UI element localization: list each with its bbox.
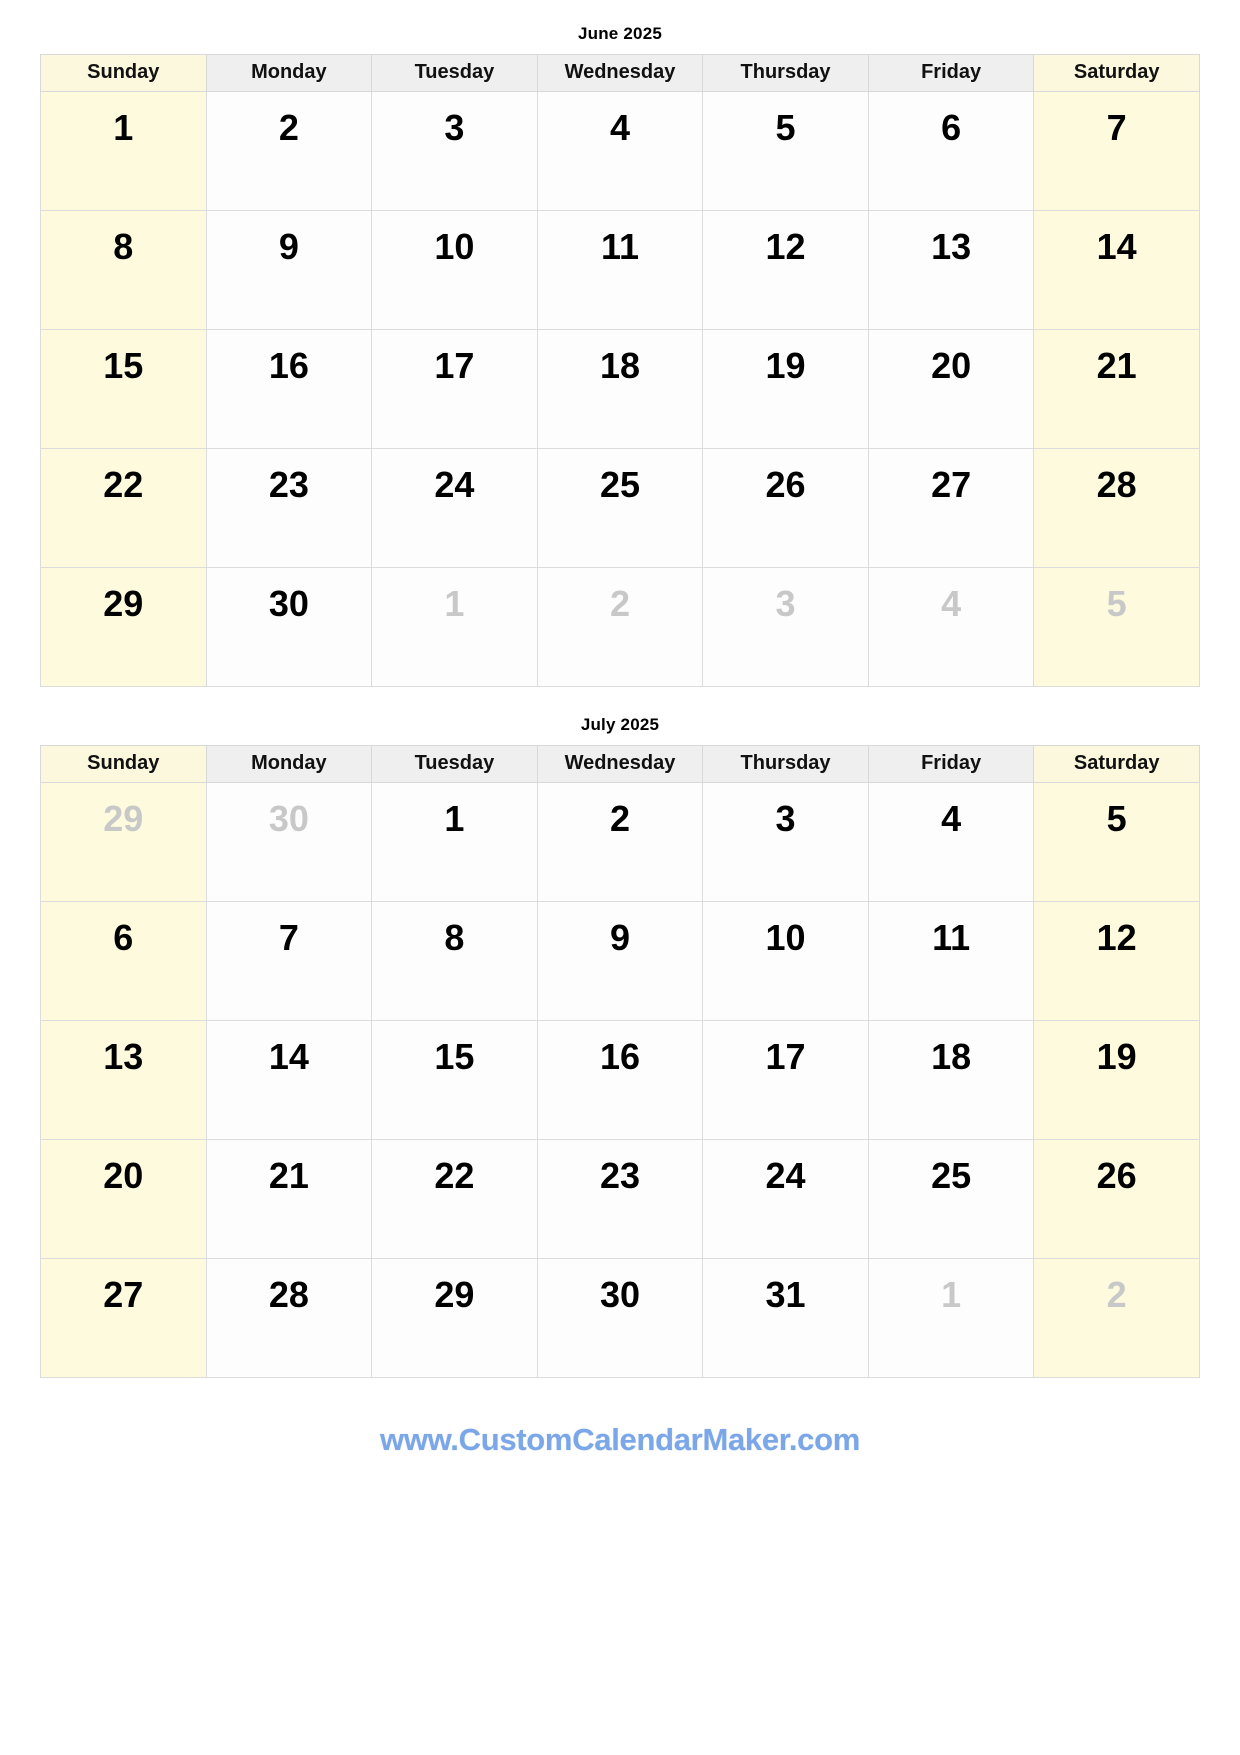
- day-number: 4: [941, 798, 962, 839]
- day-cell[interactable]: [41, 902, 207, 1021]
- day-number: 2: [609, 798, 630, 839]
- day-cell[interactable]: [868, 568, 1034, 687]
- day-cell[interactable]: [206, 1140, 372, 1259]
- day-number: 25: [931, 1155, 972, 1196]
- day-cell[interactable]: [868, 449, 1034, 568]
- day-cell[interactable]: [537, 1140, 703, 1259]
- day-cell[interactable]: [1034, 783, 1200, 902]
- day-number: 11: [600, 226, 639, 267]
- day-number: 25: [599, 464, 640, 505]
- day-cell[interactable]: [206, 783, 372, 902]
- weekday-header-saturday: Saturday: [1034, 55, 1200, 92]
- day-number: 3: [444, 107, 465, 148]
- calendar-week-row: [41, 92, 1200, 211]
- day-number: 19: [765, 345, 806, 386]
- footer: [40, 1422, 1200, 1458]
- calendar-week-row: [41, 449, 1200, 568]
- weekday-header-friday: Friday: [868, 55, 1034, 92]
- day-cell[interactable]: [1034, 211, 1200, 330]
- day-cell[interactable]: [206, 92, 372, 211]
- day-number-adjacent: 1: [444, 583, 465, 624]
- day-cell[interactable]: [372, 568, 538, 687]
- day-cell[interactable]: [868, 902, 1034, 1021]
- day-number: 7: [278, 917, 299, 958]
- weekday-header-wednesday: Wednesday: [537, 746, 703, 783]
- day-number: 22: [434, 1155, 475, 1196]
- day-number: 12: [765, 226, 806, 267]
- day-cell[interactable]: [703, 1021, 869, 1140]
- calendar-week-row: [41, 330, 1200, 449]
- day-cell[interactable]: [41, 1259, 207, 1378]
- day-number-adjacent: 2: [609, 583, 630, 624]
- day-cell[interactable]: [703, 902, 869, 1021]
- day-number-adjacent: 30: [268, 798, 309, 839]
- day-cell[interactable]: [372, 211, 538, 330]
- day-cell[interactable]: [1034, 1140, 1200, 1259]
- day-cell[interactable]: [206, 330, 372, 449]
- day-number: 13: [931, 226, 972, 267]
- day-number: 14: [1096, 226, 1137, 267]
- weekday-header-sunday: Sunday: [41, 746, 207, 783]
- day-cell[interactable]: [41, 783, 207, 902]
- day-cell[interactable]: [868, 1021, 1034, 1140]
- day-cell[interactable]: [41, 92, 207, 211]
- day-number: 9: [278, 226, 299, 267]
- day-cell[interactable]: [372, 1021, 538, 1140]
- day-cell[interactable]: [41, 568, 207, 687]
- day-cell[interactable]: [537, 449, 703, 568]
- day-number-adjacent: 2: [1106, 1274, 1127, 1315]
- weekday-header-row: [41, 55, 1200, 92]
- day-cell[interactable]: [537, 211, 703, 330]
- day-number: 19: [1096, 1036, 1137, 1077]
- month-title: July 2025: [580, 715, 660, 734]
- calendar-week-row: [41, 902, 1200, 1021]
- day-number: 1: [113, 107, 134, 148]
- day-cell[interactable]: [206, 211, 372, 330]
- month-block-june: [40, 24, 1200, 687]
- day-number: 23: [599, 1155, 640, 1196]
- day-cell[interactable]: [1034, 92, 1200, 211]
- day-number: 15: [103, 345, 144, 386]
- day-number: 9: [609, 917, 630, 958]
- day-cell[interactable]: [372, 902, 538, 1021]
- day-number: 17: [765, 1036, 806, 1077]
- day-cell[interactable]: [372, 449, 538, 568]
- weekday-header-tuesday: Tuesday: [372, 55, 538, 92]
- day-cell[interactable]: [868, 1140, 1034, 1259]
- day-cell[interactable]: [41, 211, 207, 330]
- day-cell[interactable]: [703, 568, 869, 687]
- day-number: 10: [434, 226, 475, 267]
- day-cell[interactable]: [868, 92, 1034, 211]
- day-number: 3: [775, 798, 796, 839]
- day-number: 29: [103, 583, 144, 624]
- day-cell[interactable]: [537, 92, 703, 211]
- day-number: 12: [1096, 917, 1137, 958]
- day-number: 31: [765, 1274, 806, 1315]
- weekday-header-sunday: Sunday: [41, 55, 207, 92]
- day-number: 21: [268, 1155, 309, 1196]
- day-cell[interactable]: [206, 568, 372, 687]
- day-cell[interactable]: [868, 1259, 1034, 1378]
- day-number: 17: [434, 345, 475, 386]
- day-number: 4: [609, 107, 630, 148]
- day-cell[interactable]: [703, 1259, 869, 1378]
- day-number: 5: [1106, 798, 1127, 839]
- day-number: 30: [599, 1274, 640, 1315]
- day-cell[interactable]: [41, 330, 207, 449]
- calendar-week-row: [41, 1140, 1200, 1259]
- day-cell[interactable]: [41, 1021, 207, 1140]
- day-number: 2: [278, 107, 299, 148]
- day-number: 16: [599, 1036, 640, 1077]
- calendar-week-row: [41, 1259, 1200, 1378]
- day-number: 30: [268, 583, 309, 624]
- day-cell[interactable]: [703, 92, 869, 211]
- day-number: 14: [268, 1036, 309, 1077]
- day-cell[interactable]: [537, 568, 703, 687]
- calendar-week-row: [41, 1021, 1200, 1140]
- day-cell[interactable]: [537, 330, 703, 449]
- day-number: 23: [268, 464, 309, 505]
- day-number: 27: [931, 464, 972, 505]
- day-cell[interactable]: [372, 783, 538, 902]
- day-cell[interactable]: [206, 449, 372, 568]
- day-number: 6: [941, 107, 962, 148]
- day-number: 27: [103, 1274, 144, 1315]
- day-cell[interactable]: [1034, 449, 1200, 568]
- day-number: 11: [932, 917, 971, 958]
- calendar-week-row: [41, 568, 1200, 687]
- day-number: 18: [599, 345, 640, 386]
- day-cell[interactable]: [41, 1140, 207, 1259]
- day-cell[interactable]: [703, 330, 869, 449]
- day-cell[interactable]: [703, 449, 869, 568]
- day-cell[interactable]: [1034, 568, 1200, 687]
- weekday-header-thursday: Thursday: [703, 746, 869, 783]
- day-number: 21: [1096, 345, 1137, 386]
- day-number: 8: [113, 226, 134, 267]
- day-number: 28: [1096, 464, 1137, 505]
- calendar-table-july: [40, 745, 1200, 1378]
- day-cell[interactable]: [41, 449, 207, 568]
- calendar-week-row: [41, 783, 1200, 902]
- day-number: 28: [268, 1274, 309, 1315]
- month-title: June 2025: [577, 24, 663, 43]
- calendar-table-june: [40, 54, 1200, 687]
- day-cell[interactable]: [1034, 902, 1200, 1021]
- day-cell[interactable]: [703, 211, 869, 330]
- day-number: 22: [103, 464, 144, 505]
- day-number: 15: [434, 1036, 475, 1077]
- day-number-adjacent: 5: [1106, 583, 1127, 624]
- calendar-week-row: [41, 211, 1200, 330]
- day-cell[interactable]: [206, 1259, 372, 1378]
- weekday-header-monday: Monday: [206, 55, 372, 92]
- day-cell[interactable]: [703, 1140, 869, 1259]
- day-cell[interactable]: [372, 1140, 538, 1259]
- day-number: 24: [765, 1155, 806, 1196]
- day-cell[interactable]: [372, 1259, 538, 1378]
- day-number: 26: [765, 464, 806, 505]
- day-cell[interactable]: [537, 1021, 703, 1140]
- day-number: 16: [268, 345, 309, 386]
- weekday-header-wednesday: Wednesday: [537, 55, 703, 92]
- day-number: 26: [1096, 1155, 1137, 1196]
- day-number-adjacent: 29: [103, 798, 144, 839]
- day-cell[interactable]: [537, 783, 703, 902]
- day-cell[interactable]: [206, 902, 372, 1021]
- weekday-header-tuesday: Tuesday: [372, 746, 538, 783]
- day-cell[interactable]: [1034, 330, 1200, 449]
- site-link[interactable]: www.CustomCalendarMaker.com: [380, 1422, 860, 1457]
- weekday-header-saturday: Saturday: [1034, 746, 1200, 783]
- day-number-adjacent: 1: [941, 1274, 962, 1315]
- weekday-header-row: [41, 746, 1200, 783]
- day-number: 24: [434, 464, 475, 505]
- day-number: 13: [103, 1036, 144, 1077]
- day-number: 20: [103, 1155, 144, 1196]
- day-number: 29: [434, 1274, 475, 1315]
- day-cell[interactable]: [868, 783, 1034, 902]
- day-cell[interactable]: [868, 330, 1034, 449]
- day-number-adjacent: 3: [775, 583, 796, 624]
- day-number: 10: [765, 917, 806, 958]
- day-number-adjacent: 4: [941, 583, 962, 624]
- day-number: 5: [775, 107, 796, 148]
- day-number: 18: [931, 1036, 972, 1077]
- month-block-july: [40, 715, 1200, 1378]
- day-cell[interactable]: [537, 902, 703, 1021]
- day-cell[interactable]: [537, 1259, 703, 1378]
- day-number: 6: [113, 917, 134, 958]
- day-number: 20: [931, 345, 972, 386]
- day-cell[interactable]: [703, 783, 869, 902]
- day-cell[interactable]: [1034, 1021, 1200, 1140]
- day-cell[interactable]: [206, 1021, 372, 1140]
- day-cell[interactable]: [372, 330, 538, 449]
- day-cell[interactable]: [372, 92, 538, 211]
- day-number: 8: [444, 917, 465, 958]
- month-spacer: [40, 687, 1200, 709]
- day-number: 1: [444, 798, 465, 839]
- day-cell[interactable]: [1034, 1259, 1200, 1378]
- day-cell[interactable]: [868, 211, 1034, 330]
- weekday-header-friday: Friday: [868, 746, 1034, 783]
- day-number: 7: [1106, 107, 1127, 148]
- weekday-header-monday: Monday: [206, 746, 372, 783]
- weekday-header-thursday: Thursday: [703, 55, 869, 92]
